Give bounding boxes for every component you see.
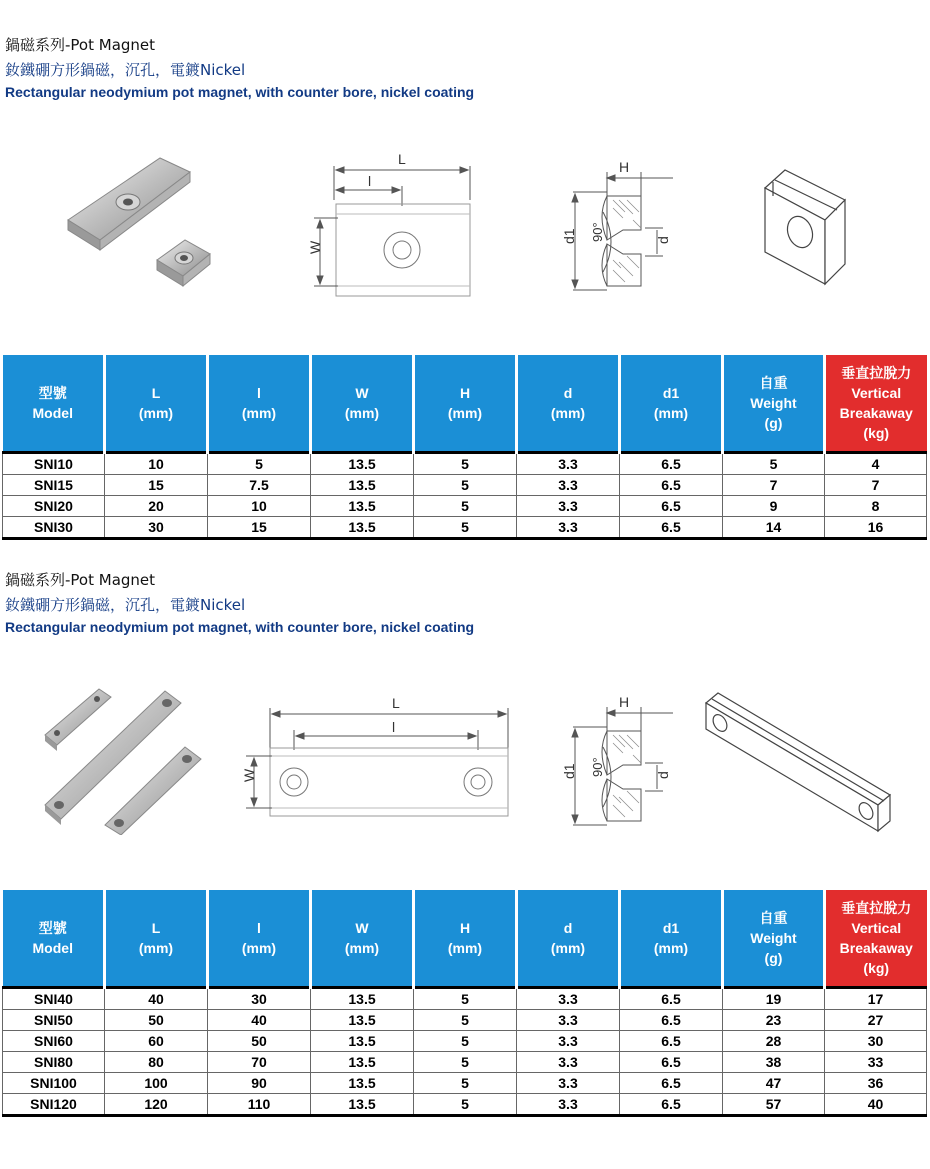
dim-H-label: H [619, 694, 630, 710]
section-subtitle-cn: 釹鐵硼方形鍋磁，沉孔，電鍍Nickel [5, 61, 246, 79]
header-W: W (mm) [311, 890, 414, 987]
cell-d: 3.3 [517, 495, 620, 516]
cell-W: 13.5 [311, 1030, 414, 1051]
cell-l: 110 [208, 1093, 311, 1115]
cell-breakaway: 17 [825, 987, 927, 1009]
cell-L: 80 [105, 1051, 208, 1072]
section-view-drawing [553, 150, 673, 300]
cell-weight: 57 [723, 1093, 825, 1115]
section-2 [0, 535, 930, 1169]
cell-d1: 6.5 [620, 1051, 723, 1072]
cell-breakaway: 36 [825, 1072, 927, 1093]
cell-L: 100 [105, 1072, 208, 1093]
cell-model: SNI10 [3, 452, 105, 474]
cell-H: 5 [414, 1030, 517, 1051]
cell-d: 3.3 [517, 1009, 620, 1030]
dim-d1-label: d1 [561, 228, 577, 244]
header-model: 型號 Model [3, 355, 105, 452]
cell-d: 3.3 [517, 1072, 620, 1093]
cell-breakaway: 8 [825, 495, 927, 516]
cell-d1: 6.5 [620, 1009, 723, 1030]
table-2-body [3, 987, 927, 1115]
cell-L: 120 [105, 1093, 208, 1115]
dim-d-label: d [655, 771, 671, 779]
cell-breakaway: 4 [825, 452, 927, 474]
cell-d: 3.3 [517, 452, 620, 474]
cell-L: 20 [105, 495, 208, 516]
cell-d1: 6.5 [620, 1072, 723, 1093]
cell-W: 13.5 [311, 495, 414, 516]
cell-d1: 6.5 [620, 1093, 723, 1115]
cell-weight: 23 [723, 1009, 825, 1030]
cell-H: 5 [414, 1093, 517, 1115]
header-d1: d1 (mm) [620, 890, 723, 987]
cell-model: SNI15 [3, 474, 105, 495]
cell-model: SNI120 [3, 1093, 105, 1115]
table-row [3, 1051, 927, 1072]
header-d1: d1 (mm) [620, 355, 723, 452]
cell-weight: 47 [723, 1072, 825, 1093]
cell-d1: 6.5 [620, 516, 723, 538]
header-l: l (mm) [208, 890, 311, 987]
dim-angle-label: 90° [590, 222, 605, 242]
cell-H: 5 [414, 1051, 517, 1072]
top-view-drawing [298, 148, 478, 298]
cell-d1: 6.5 [620, 452, 723, 474]
cell-L: 30 [105, 516, 208, 538]
header-breakaway: 垂直拉脫力 Vertical Breakaway (kg) [825, 890, 927, 987]
cell-l: 30 [208, 987, 311, 1009]
cell-l: 90 [208, 1072, 311, 1093]
cell-L: 40 [105, 987, 208, 1009]
table-row [3, 1009, 927, 1030]
cell-l: 10 [208, 495, 311, 516]
section-view-drawing [553, 685, 673, 835]
section-1 [0, 0, 930, 545]
cell-W: 13.5 [311, 452, 414, 474]
cell-H: 5 [414, 1072, 517, 1093]
dim-l-label: l [392, 719, 396, 735]
section-subtitle-cn: 釹鐵硼方形鍋磁，沉孔，電鍍Nickel [5, 596, 246, 614]
cell-l: 70 [208, 1051, 311, 1072]
cell-model: SNI80 [3, 1051, 105, 1072]
wireframe-3d-drawing [745, 160, 865, 290]
cell-model: SNI50 [3, 1009, 105, 1030]
spec-table-2 [2, 890, 927, 1117]
cell-W: 13.5 [311, 1051, 414, 1072]
cell-breakaway: 7 [825, 474, 927, 495]
cell-model: SNI100 [3, 1072, 105, 1093]
cell-L: 60 [105, 1030, 208, 1051]
table-1-body [3, 452, 927, 538]
cell-weight: 38 [723, 1051, 825, 1072]
cell-H: 5 [414, 516, 517, 538]
cell-W: 13.5 [311, 1009, 414, 1030]
dim-L-label: L [392, 695, 400, 711]
cell-d: 3.3 [517, 1051, 620, 1072]
cell-W: 13.5 [311, 516, 414, 538]
header-H: H (mm) [414, 355, 517, 452]
cell-model: SNI60 [3, 1030, 105, 1051]
cell-L: 10 [105, 452, 208, 474]
cell-l: 40 [208, 1009, 311, 1030]
dim-angle-label: 90° [590, 757, 605, 777]
cell-breakaway: 16 [825, 516, 927, 538]
table-row [3, 1072, 927, 1093]
wireframe-3d-drawing [700, 685, 900, 835]
cell-d1: 6.5 [620, 987, 723, 1009]
cell-H: 5 [414, 474, 517, 495]
section-title: 鍋磁系列-Pot Magnet [5, 571, 156, 589]
header-d: d (mm) [517, 355, 620, 452]
cell-d: 3.3 [517, 987, 620, 1009]
cell-d1: 6.5 [620, 474, 723, 495]
cell-W: 13.5 [311, 987, 414, 1009]
table-row [3, 495, 927, 516]
cell-weight: 28 [723, 1030, 825, 1051]
product-photo [60, 150, 230, 300]
cell-breakaway: 33 [825, 1051, 927, 1072]
header-breakaway: 垂直拉脫力 Vertical Breakaway (kg) [825, 355, 927, 452]
header-l: l (mm) [208, 355, 311, 452]
cell-d1: 6.5 [620, 495, 723, 516]
dim-d1-label: d1 [561, 763, 577, 779]
cell-W: 13.5 [311, 1093, 414, 1115]
cell-H: 5 [414, 495, 517, 516]
cell-W: 13.5 [311, 1072, 414, 1093]
cell-model: SNI40 [3, 987, 105, 1009]
cell-l: 50 [208, 1030, 311, 1051]
header-H: H (mm) [414, 890, 517, 987]
cell-d: 3.3 [517, 1030, 620, 1051]
dim-l-label: l [368, 173, 372, 189]
spec-table-1 [2, 355, 927, 540]
table-row [3, 987, 927, 1009]
section-subtitle-en: Rectangular neodymium pot magnet, with counter bore, nickel coating [5, 619, 475, 635]
dim-H-label: H [619, 159, 630, 175]
table-row [3, 1030, 927, 1051]
table-row [3, 1093, 927, 1115]
header-L: L (mm) [105, 355, 208, 452]
table-row [3, 452, 927, 474]
cell-breakaway: 27 [825, 1009, 927, 1030]
header-weight: 自重 Weight (g) [723, 890, 825, 987]
dim-d-label: d [655, 236, 671, 244]
cell-l: 7.5 [208, 474, 311, 495]
cell-weight: 9 [723, 495, 825, 516]
dim-W-label: W [307, 240, 323, 254]
section-title: 鍋磁系列-Pot Magnet [5, 36, 156, 54]
cell-d: 3.3 [517, 516, 620, 538]
cell-L: 50 [105, 1009, 208, 1030]
header-L: L (mm) [105, 890, 208, 987]
cell-W: 13.5 [311, 474, 414, 495]
cell-l: 5 [208, 452, 311, 474]
table-row [3, 474, 927, 495]
cell-d: 3.3 [517, 474, 620, 495]
dim-W-label: W [241, 768, 257, 782]
cell-H: 5 [414, 452, 517, 474]
cell-breakaway: 30 [825, 1030, 927, 1051]
header-model: 型號 Model [3, 890, 105, 987]
cell-L: 15 [105, 474, 208, 495]
header-weight: 自重 Weight (g) [723, 355, 825, 452]
cell-weight: 19 [723, 987, 825, 1009]
cell-breakaway: 40 [825, 1093, 927, 1115]
cell-H: 5 [414, 1009, 517, 1030]
product-photo [35, 685, 215, 835]
cell-d1: 6.5 [620, 1030, 723, 1051]
dim-L-label: L [398, 151, 406, 167]
header-W: W (mm) [311, 355, 414, 452]
header-d: d (mm) [517, 890, 620, 987]
cell-weight: 7 [723, 474, 825, 495]
cell-weight: 14 [723, 516, 825, 538]
section-subtitle-en: Rectangular neodymium pot magnet, with counter bore, nickel coating [5, 84, 475, 100]
cell-H: 5 [414, 987, 517, 1009]
cell-model: SNI20 [3, 495, 105, 516]
cell-weight: 5 [723, 452, 825, 474]
top-view-drawing [238, 690, 518, 830]
cell-model: SNI30 [3, 516, 105, 538]
cell-l: 15 [208, 516, 311, 538]
cell-d: 3.3 [517, 1093, 620, 1115]
